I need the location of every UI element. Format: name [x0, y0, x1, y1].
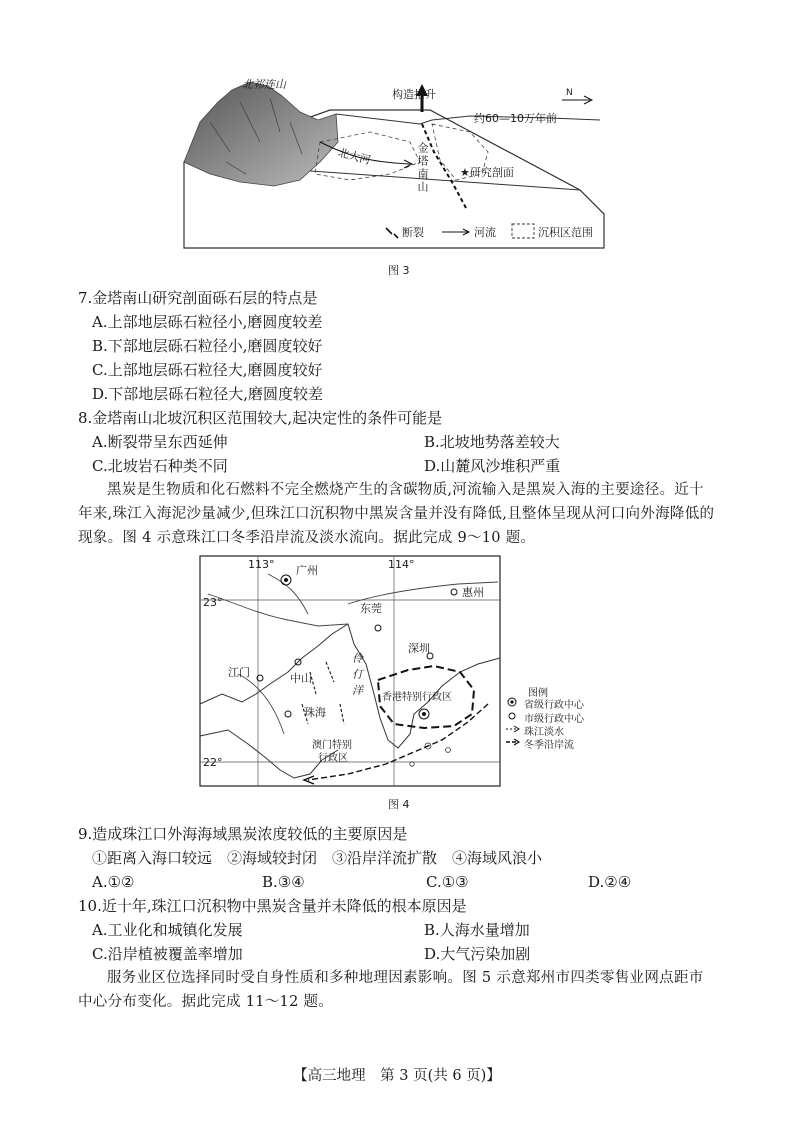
q9-statements: ①距离入海口较远 ②海域较封闭 ③沿岸洋流扩散 ④海域风浪小: [92, 849, 543, 867]
fig3-time-label: 约60—10万年前: [474, 112, 557, 125]
q7-option-c[interactable]: C.上部地层砾石粒径大,磨圆度较好: [92, 361, 323, 379]
passage-retail-location: 服务业区位选择同时受自身性质和多种地理因素影响。图 5 示意郑州市四类零售业网点距市中心分布变化。据此完成 11～12 题。: [78, 970, 704, 1010]
fig3-legend-deposit: 沉积区范围: [538, 226, 593, 239]
q9-stem: 9.造成珠江口外海海域黑炭浓度较低的主要原因是: [78, 825, 408, 843]
fig4-legend-municipal: 市级行政中心: [524, 714, 584, 725]
fig3-legend-river: 河流: [474, 226, 496, 239]
coastline: [200, 624, 500, 748]
q8-stem: 8.金塔南山北坡沉积区范围较大,起决定性的条件可能是: [78, 409, 443, 427]
q10-option-a[interactable]: A.工业化和城镇化发展: [92, 921, 243, 939]
q10-stem: 10.近十年,珠江口沉积物中黑炭含量并未降低的根本原因是: [78, 897, 467, 915]
fig4-lat-22: 22°: [203, 756, 223, 769]
fig3-caption: 图 3: [388, 264, 410, 277]
q7-option-d[interactable]: D.下部地层砾石粒径大,磨圆度较差: [92, 385, 324, 403]
fig3-mountain-label: 北祁连山: [242, 78, 286, 91]
fig4-city-macau-1: 澳门特别: [312, 740, 352, 751]
q8-option-b[interactable]: B.北坡地势落差较大: [424, 433, 560, 451]
q7-stem: 7.金塔南山研究剖面砾石层的特点是: [78, 289, 318, 307]
passage-black-carbon: 黑炭是生物质和化石燃料不完全燃烧产生的含碳物质,河流输入是黑炭入海的主要途径。近十年来,珠江入海泥沙量减少,但珠江口沉积物中黑炭含量并没有降低,且整体呈现从河口向外海降低的现象。图 4 示意珠江口冬季沿岸流及淡水流向。据此完成 9～10 题。: [78, 482, 715, 546]
fig4-city-huizhou: 惠州: [462, 586, 484, 599]
q9-option-d[interactable]: D.②④: [588, 873, 632, 891]
fig4-city-jiangmen: 江门: [228, 666, 250, 679]
fig4-city-guangzhou: 广州: [296, 564, 318, 577]
fig4-lon-113: 113°: [248, 558, 275, 571]
figure-4: [198, 554, 598, 790]
fig4-lon-114: 114°: [388, 558, 415, 571]
page-footer: 【高三地理 第 3 页(共 6 页)】: [293, 1068, 501, 1084]
fig4-city-hongkong: 香港特别行政区: [382, 692, 452, 703]
q8-option-a[interactable]: A.断裂带呈东西延伸: [92, 433, 228, 451]
fig4-legend-current: 冬季沿岸流: [524, 740, 574, 751]
fig4-lingding-1: 伶: [352, 652, 363, 665]
q7-option-b[interactable]: B.下部地层砾石粒径小,磨圆度较好: [92, 337, 323, 355]
q10-option-c[interactable]: C.沿岸植被覆盖率增加: [92, 945, 243, 963]
fig3-jintanan-label: 金塔南山: [416, 142, 429, 194]
fig4-city-dongguan: 东莞: [360, 602, 382, 615]
fig3-river-label: 北大河: [336, 145, 372, 168]
q9-option-c[interactable]: C.①③: [426, 873, 469, 891]
fig4-caption: 图 4: [388, 798, 410, 811]
fig4-lat-23: 23°: [203, 596, 223, 609]
fig3-profile-label: ★研究剖面: [460, 166, 514, 179]
fig4-city-macau-2: 行政区: [318, 753, 348, 764]
fig4-city-zhongshan: 中山: [290, 672, 312, 685]
q9-option-b[interactable]: B.③④: [262, 873, 305, 891]
q10-option-b[interactable]: B.人海水量增加: [424, 921, 530, 939]
q7-option-a[interactable]: A.上部地层砾石粒径小,磨圆度较差: [92, 313, 323, 331]
fig4-legend-provincial: 省级行政中心: [524, 700, 584, 711]
fig4-lingding-3: 洋: [352, 684, 363, 697]
fig3-north-label: N: [566, 88, 573, 98]
mountain-shape: [184, 82, 338, 186]
fig4-legend-freshwater: 珠江淡水: [524, 727, 564, 738]
q10-option-d[interactable]: D.大气污染加剧: [424, 945, 531, 963]
q8-option-d[interactable]: D.山麓风沙堆积严重: [424, 457, 561, 475]
fig4-city-zhuhai: 珠海: [304, 706, 326, 719]
fig3-legend-fault: 断裂: [402, 226, 424, 239]
fig4-legend-title: 图例: [528, 688, 548, 699]
fig4-lingding-2: 仃: [352, 668, 363, 681]
fig4-city-shenzhen: 深圳: [408, 642, 430, 655]
q8-option-c[interactable]: C.北坡岩石种类不同: [92, 457, 228, 475]
fig3-uplift-label: 构造抬升: [392, 88, 436, 101]
q9-option-a[interactable]: A.①②: [92, 873, 135, 891]
